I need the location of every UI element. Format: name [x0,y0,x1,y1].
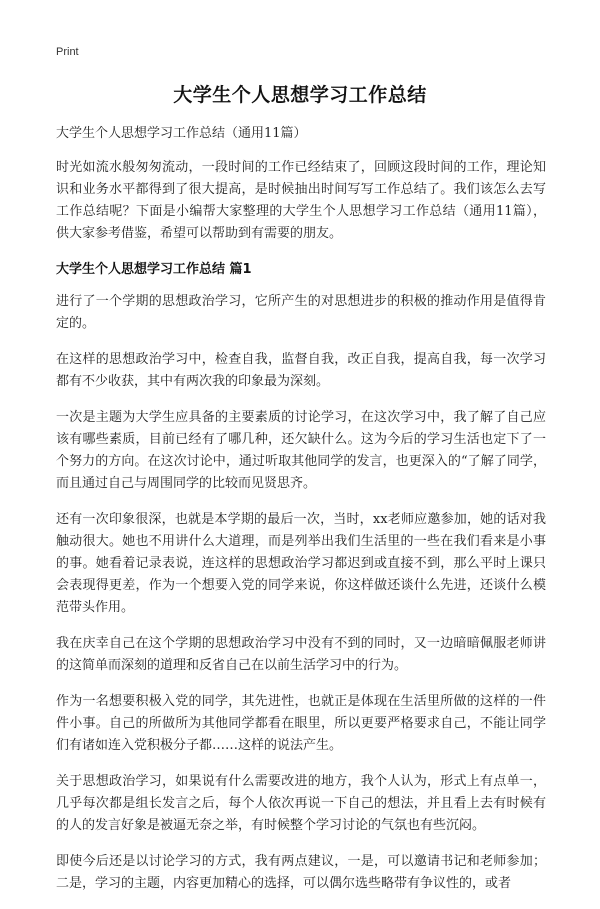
body-paragraph: 一次是主题为大学生应具备的主要素质的讨论学习，在这次学习中，我了解了自己应该有哪些素质，目前已经有了哪几种，还欠缺什么。这为今后的学习生活也定下了一个努力的方向。在这次讨论中，通过听取其他同学的发言，也更深入的“了解了同学，而且通过自己与周围同学的比较而见贤思齐。 [56,410,546,491]
article-subtitle: 大学生个人思想学习工作总结（通用11篇） [56,126,307,141]
body-paragraph: 进行了一个学期的思想政治学习，它所产生的对思想进步的积极的推动作用是值得肯定的。 [56,294,546,331]
document-title: 大学生个人思想学习工作总结 [173,84,427,106]
body-paragraph: 作为一名想要积极入党的同学，其先进性，也就正是体现在生活里所做的这样的一件件小事。自己的所做所为其他同学都看在眼里，所以更要严格要求自己，不能让同学们有诸如连入党积极分子都……这样的说法产生。 [56,694,546,753]
article-body [56,123,546,909]
body-paragraph: 我在庆幸自己在这个学期的思想政治学习中没有不到的同时，又一边暗暗佩服老师讲的这简单而深刻的道理和反省自己在以前生活学习中的行为。 [56,636,546,673]
body-paragraph: 还有一次印象很深，也就是本学期的最后一次，当时，xx老师应邀参加，她的话对我触动很大。她也不用讲什么大道理，而是列举出我们生活里的一些在我们看来是小事的事。她看着记录表说，连这样的思想政治学习都迟到或直接不到，那么平时上课只会表现得更差，作为一个想要入党的同学来说，你这样做还谈什么先进，还谈什么模范带头作用。 [56,512,546,615]
section-heading: 大学生个人思想学习工作总结 篇1 [56,262,252,277]
body-paragraph: 在这样的思想政治学习中，检查自我，监督自我，改正自我，提高自我，每一次学习都有不少收获，其中有两次我的印象最为深刻。 [56,352,546,389]
intro-paragraph: 时光如流水般匆匆流动，一段时间的工作已经结束了，回顾这段时间的工作，理论知识和业务水平都得到了很大提高，是时候抽出时间写写工作总结了。我们该怎么去写工作总结呢？下面是小编帮大家整理的大学生个人思想学习工作总结（通用11篇），供大家参考借鉴，希望可以帮助到有需要的朋友。 [56,160,546,241]
body-paragraph: 即使今后还是以讨论学习的方式，我有两点建议，一是，可以邀请书记和老师参加；二是，学习的主题，内容更加精心的选择，可以偶尔选些略带有争议性的，或者 [56,854,546,891]
body-paragraph: 关于思想政治学习，如果说有什么需要改进的地方，我个人认为，形式上有点单一，几乎每次都是组长发言之后，每个人依次再说一下自己的想法，并且看上去有时候有的人的发言好象是被逼无奈之举，有时候整个学习讨论的气氛也有些沉闷。 [56,774,546,833]
print-link[interactable]: Print [56,46,79,58]
